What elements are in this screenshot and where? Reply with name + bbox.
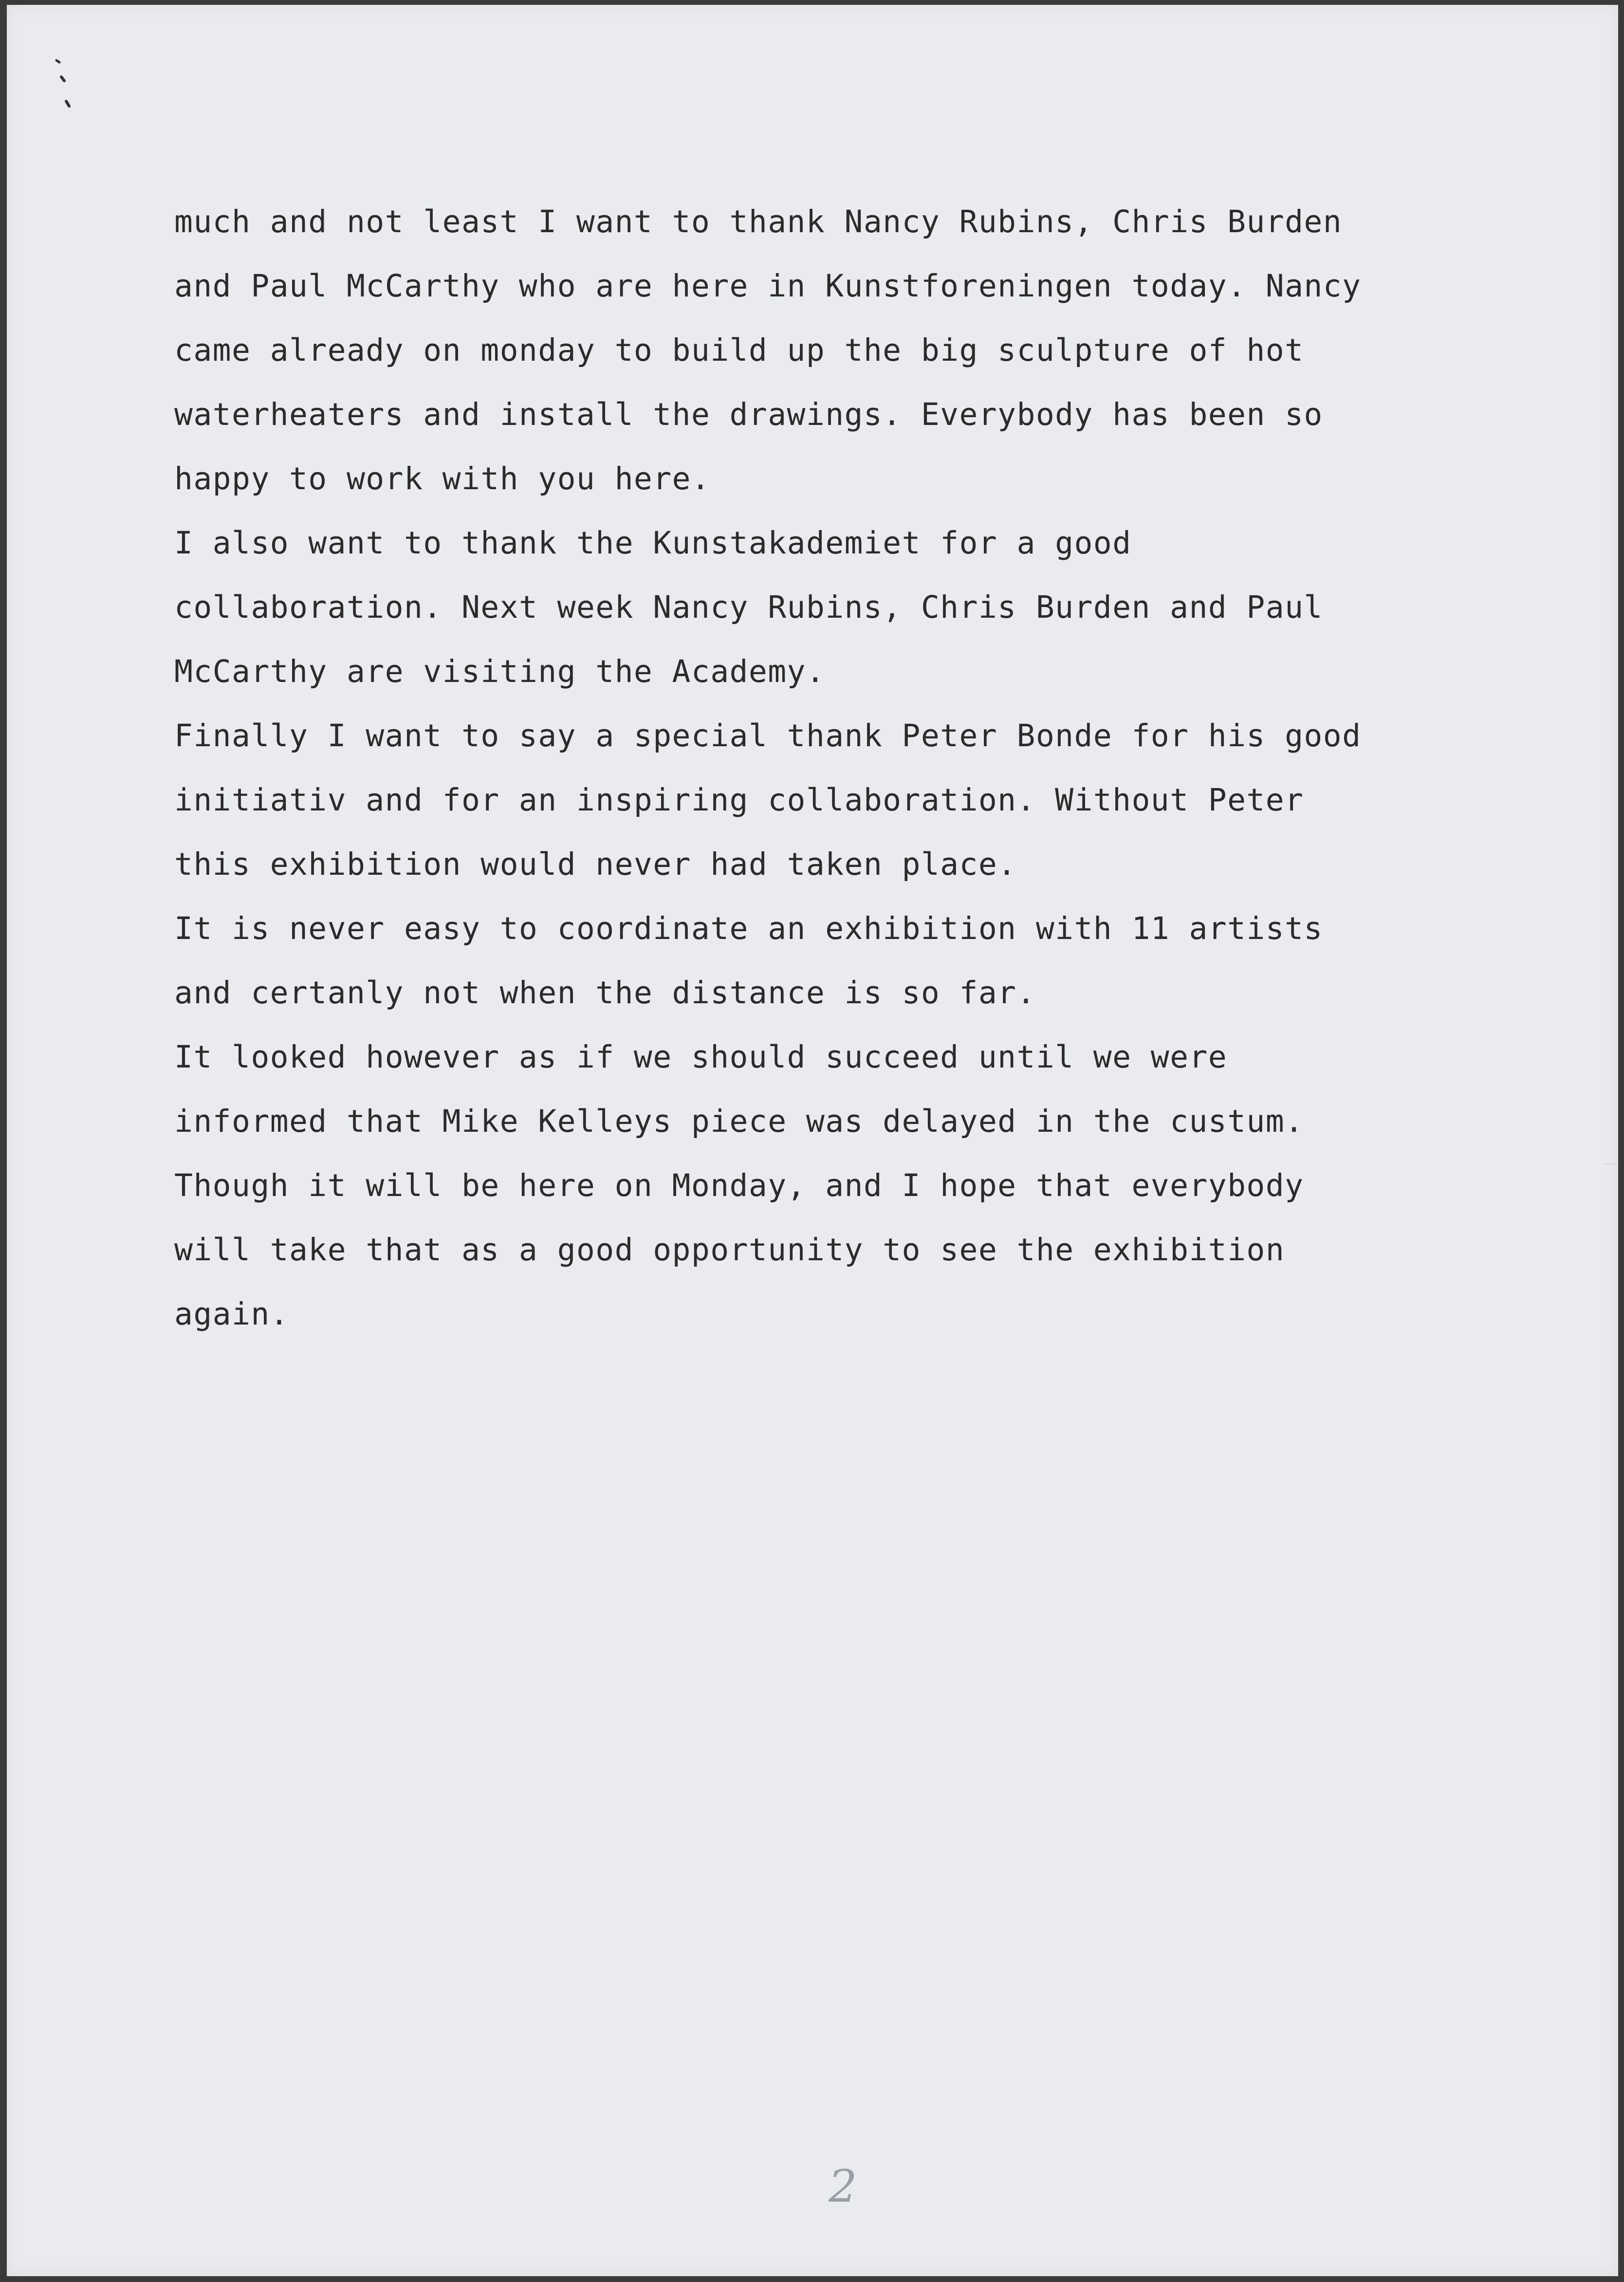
text-line: happy to work with you here. <box>174 461 711 497</box>
text-line: initiativ and for an inspiring collaboration. Without Peter <box>174 782 1304 818</box>
staple-mark-icon <box>54 57 73 111</box>
text-line: again. <box>174 1296 289 1332</box>
text-line: It looked however as if we should succeed until we were <box>174 1039 1228 1075</box>
text-line: It is never easy to coordinate an exhibition with 11 artists <box>174 911 1323 946</box>
text-line: collaboration. Next week Nancy Rubins, Chris Burden and Paul <box>174 589 1323 625</box>
text-line: I also want to thank the Kunstakademiet for a good <box>174 525 1132 561</box>
text-line: this exhibition would never had taken place. <box>174 847 1017 882</box>
text-line: Finally I want to say a special thank Peter Bonde for his good <box>174 718 1362 754</box>
text-line: and Paul McCarthy who are here in Kunstforeningen today. Nancy <box>174 268 1362 304</box>
paper-fold-mark <box>1605 1163 1618 1164</box>
text-line: much and not least I want to thank Nancy Rubins, Chris Burden <box>174 204 1343 239</box>
text-line: Though it will be here on Monday, and I hope that everybody <box>174 1168 1304 1203</box>
page-number: 2 <box>829 2160 857 2212</box>
letter-body <box>174 190 1440 1346</box>
paper-sheet <box>7 5 1618 2276</box>
text-line: informed that Mike Kelleys piece was delayed in the custum. <box>174 1104 1304 1139</box>
text-line: came already on monday to build up the big sculpture of hot <box>174 332 1304 368</box>
text-line: will take that as a good opportunity to see the exhibition <box>174 1232 1285 1268</box>
text-line: McCarthy are visiting the Academy. <box>174 654 826 689</box>
text-line: and certanly not when the distance is so far. <box>174 975 1036 1011</box>
text-line: waterheaters and install the drawings. Everybody has been so <box>174 397 1323 432</box>
